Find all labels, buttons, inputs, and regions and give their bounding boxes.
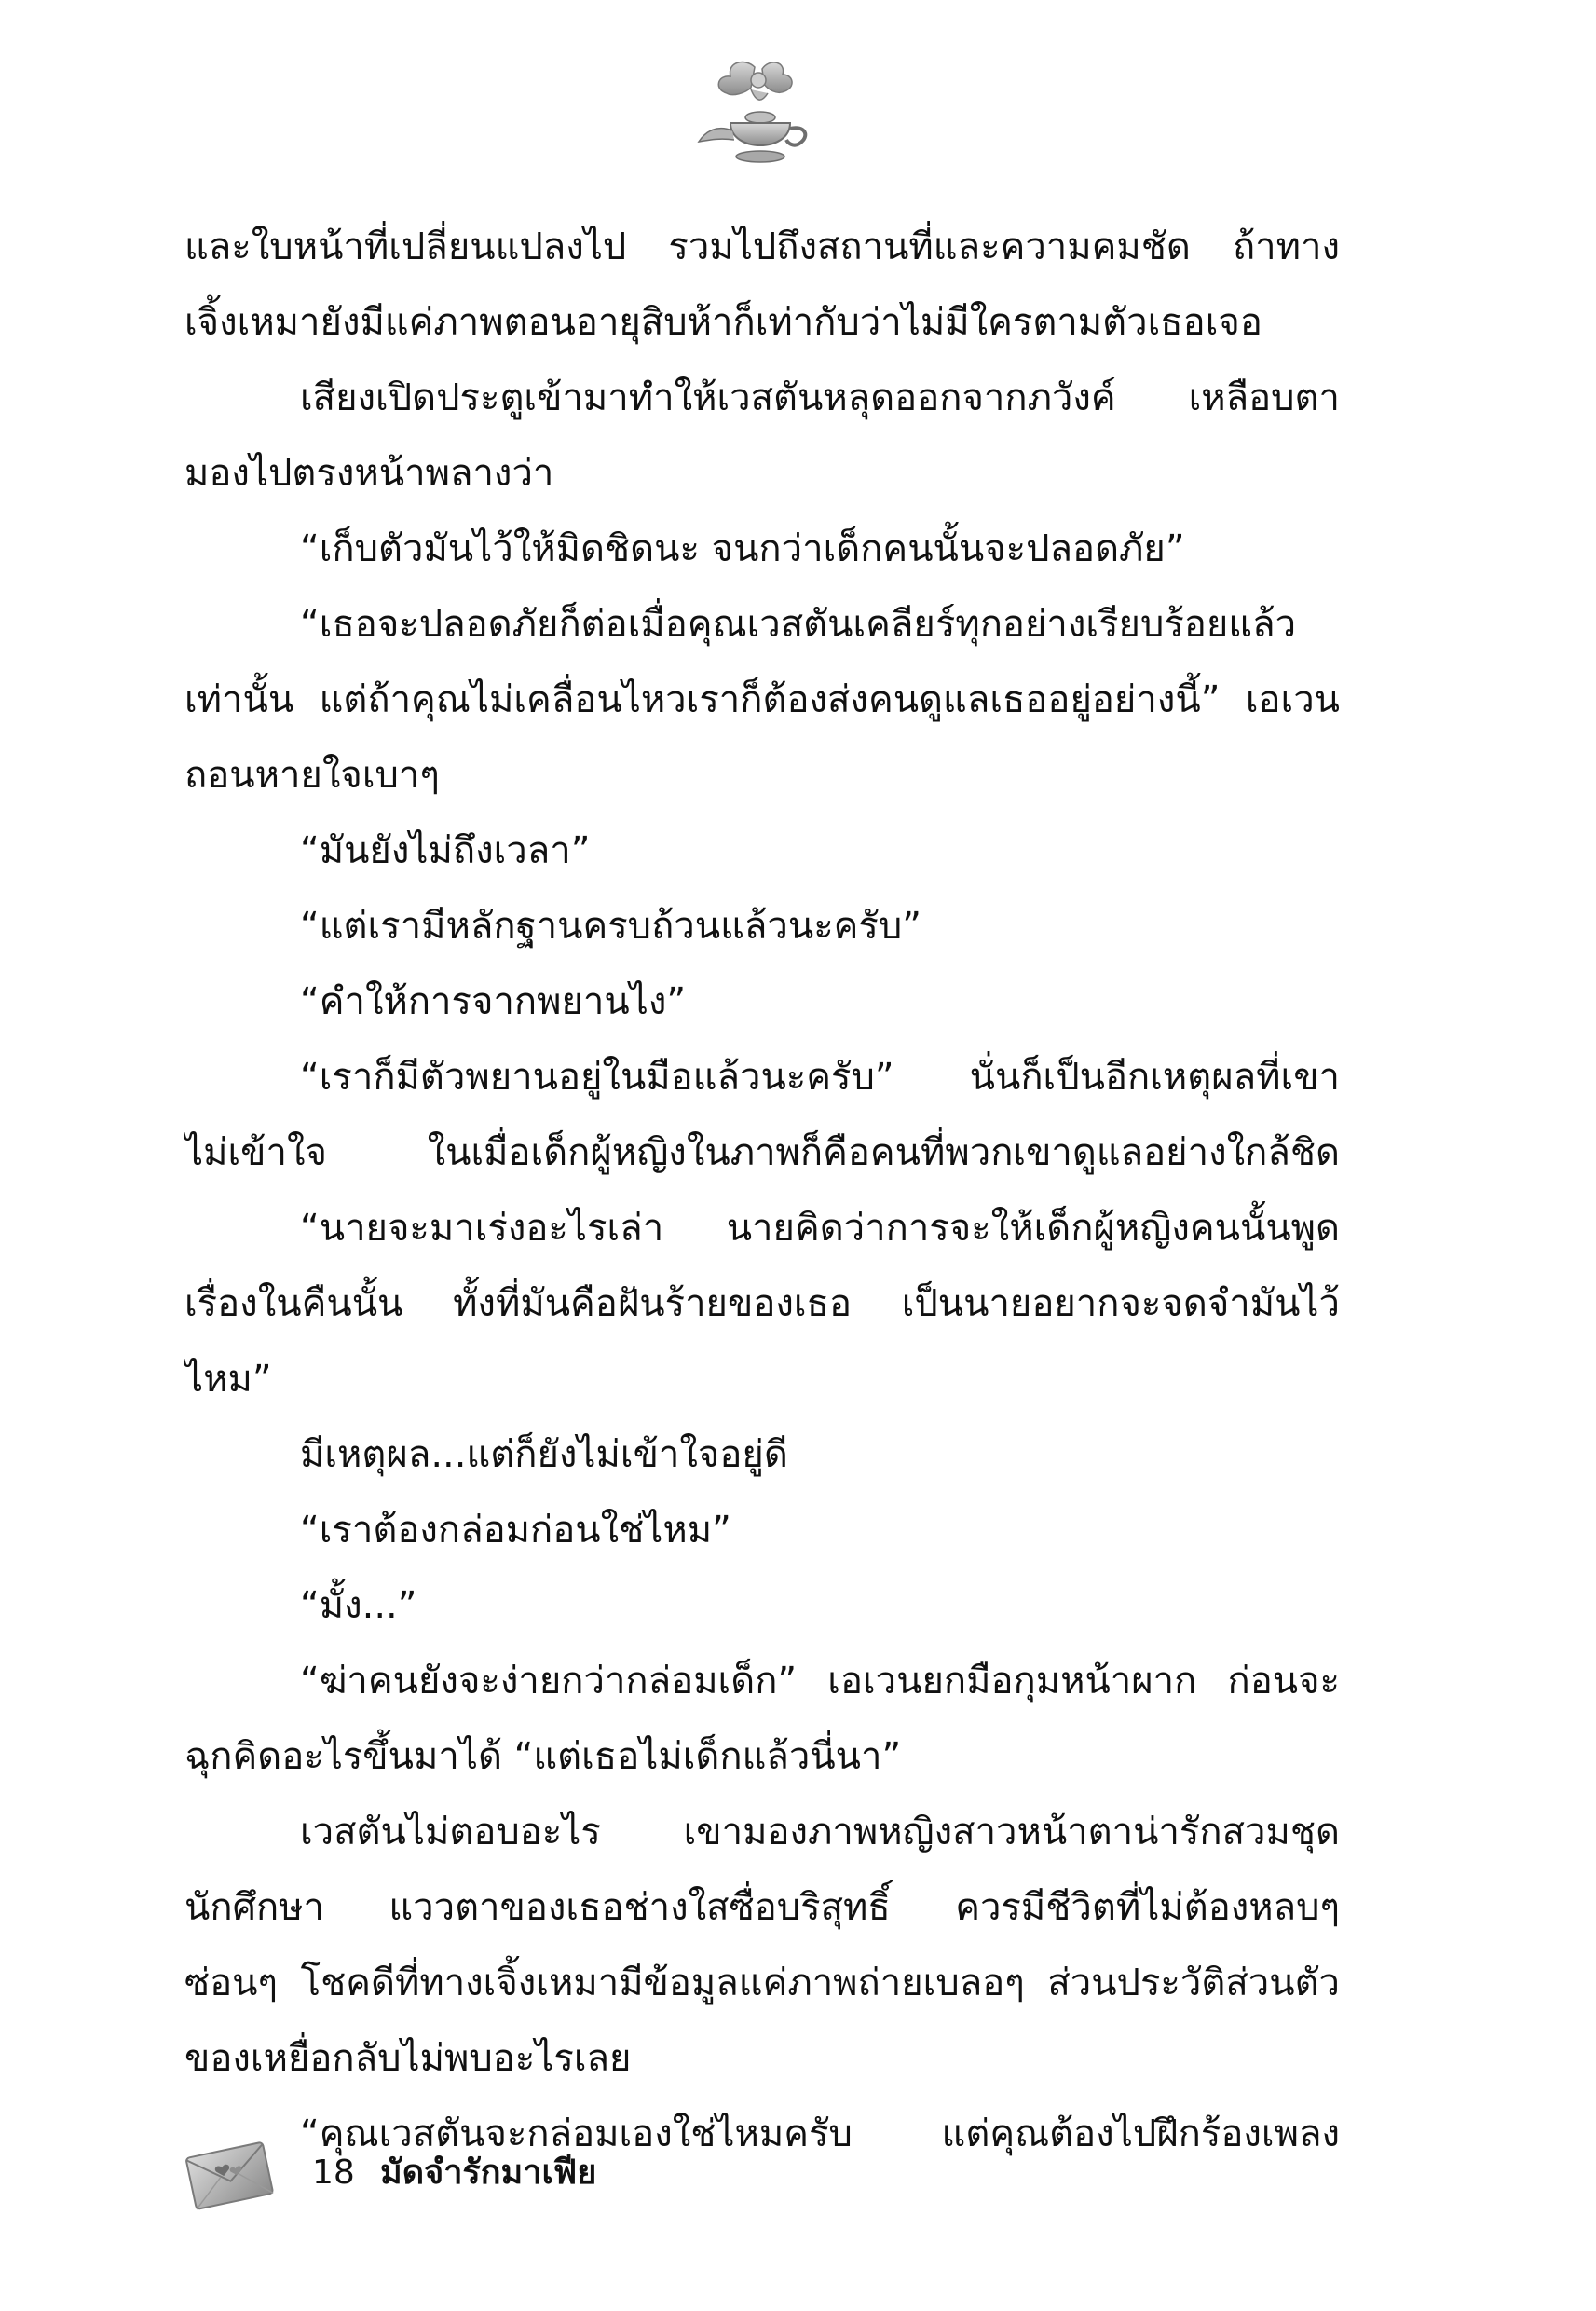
page-number: 18 xyxy=(312,2154,355,2192)
text-line: “นายจะมาเร่งอะไรเล่า นายคิดว่าการจะให้เด็กผู้หญิงคนนั้นพูด xyxy=(300,1207,1340,1250)
text-line: เสียงเปิดประตูเข้ามาทำให้เวสตันหลุดออกจากภวังค์ เหลือบตา xyxy=(300,376,1340,419)
text-line: มองไปตรงหน้าพลางว่า xyxy=(184,452,554,495)
text-line: “ฆ่าคนยังจะง่ายกว่ากล่อมเด็ก” เอเวนยกมือกุมหน้าผาก ก่อนจะ xyxy=(300,1660,1340,1702)
text-line: นักศึกษา แววตาของเธอช่างใสซื่อบริสุทธิ์ ควรมีชีวิตที่ไม่ต้องหลบๆ xyxy=(184,1886,1340,1929)
text-line: เท่านั้น แต่ถ้าคุณไม่เคลื่อนไหวเราก็ต้องส่งคนดูแลเธออยู่อย่างนี้” เอเวน xyxy=(184,678,1340,721)
text-line: “เธอจะปลอดภัยก็ต่อเมื่อคุณเวสตันเคลียร์ทุกอย่างเรียบร้อยแล้ว xyxy=(300,603,1297,646)
page-footer xyxy=(177,2132,829,2216)
text-line: “มันยังไม่ถึงเวลา” xyxy=(300,829,591,872)
body-text xyxy=(184,210,1340,2172)
text-line: มีเหตุผล...แต่ก็ยังไม่เข้าใจอยู่ดี xyxy=(300,1433,788,1476)
text-line: “มั้ง...” xyxy=(300,1584,417,1627)
text-line: ของเหยื่อกลับไม่พบอะไรเลย xyxy=(184,2037,632,2080)
text-line: “เราต้องกล่อมก่อนใช่ไหม” xyxy=(300,1509,731,1552)
text-line: ไม่เข้าใจ ในเมื่อเด็กผู้หญิงในภาพก็คือคนที่พวกเขาดูแลอย่างใกล้ชิด xyxy=(184,1131,1340,1174)
envelope-hearts-icon xyxy=(177,2132,289,2216)
text-line: “คุณเวสตันจะกล่อมเองใช่ไหมครับ แต่คุณต้องไปฝึกร้องเพลง xyxy=(300,2113,1340,2155)
text-line: “เก็บตัวมันไว้ให้มิดชิดนะ จนกว่าเด็กคนนั้นจะปลอดภัย” xyxy=(300,527,1185,570)
text-line: เรื่องในคืนนั้น ทั้งที่มันคือฝันร้ายของเธอ เป็นนายอยากจะจดจำมันไว้ xyxy=(184,1282,1340,1325)
text-line: ซ่อนๆ โชคดีที่ทางเจิ้งเหมามีข้อมูลแค่ภาพถ่ายเบลอๆ ส่วนประวัติส่วนตัว xyxy=(184,1962,1340,2004)
text-line: “แต่เรามีหลักฐานครบถ้วนแล้วนะครับ” xyxy=(300,905,922,948)
teapot-cupid-icon xyxy=(689,56,829,177)
text-line: ฉุกคิดอะไรขึ้นมาได้ “แต่เธอไม่เด็กแล้วนี่นา” xyxy=(184,1735,902,1778)
text-line: “คำให้การจากพยานไง” xyxy=(300,980,687,1023)
text-line: เจิ้งเหมายังมีแค่ภาพตอนอายุสิบห้าก็เท่ากับว่าไม่มีใครตามตัวเธอเจอ xyxy=(184,301,1262,344)
text-line: ถอนหายใจเบาๆ xyxy=(184,754,440,797)
text-line: และใบหน้าที่เปลี่ยนแปลงไป รวมไปถึงสถานที่และความคมชัด ถ้าทาง xyxy=(184,226,1340,268)
text-line: ไหม” xyxy=(184,1358,272,1401)
text-line: “เราก็มีตัวพยานอยู่ในมือแล้วนะครับ” นั่นก็เป็นอีกเหตุผลที่เขา xyxy=(300,1056,1340,1099)
book-title: มัดจำรักมาเฟีย xyxy=(380,2154,597,2192)
text-line: เวสตันไม่ตอบอะไร เขามองภาพหญิงสาวหน้าตาน่ารักสวมชุด xyxy=(300,1811,1340,1853)
